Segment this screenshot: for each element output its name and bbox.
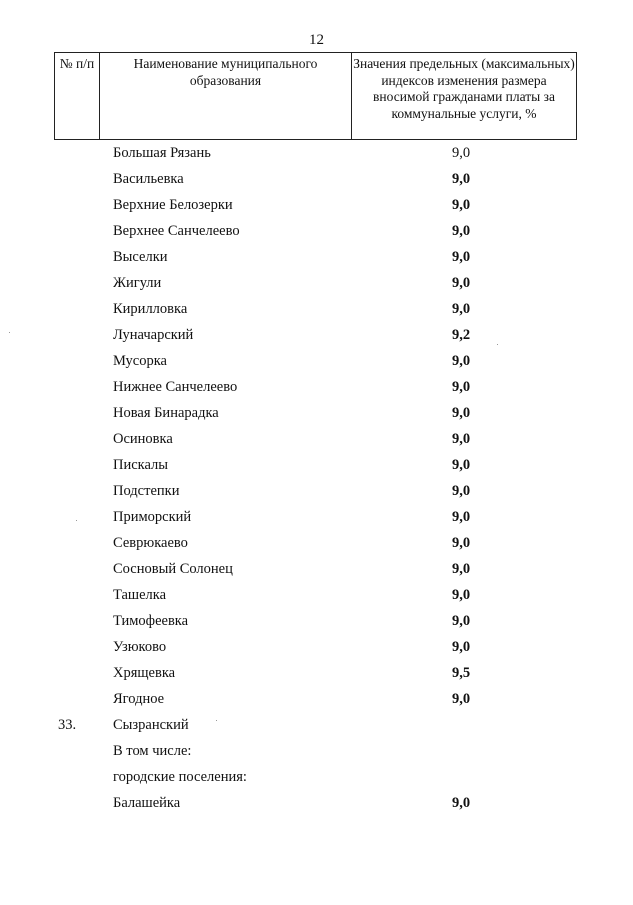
index-value: 9,0	[451, 223, 471, 239]
table-row	[0, 452, 633, 478]
municipality-name: Жигули	[113, 275, 162, 291]
municipality-name: В том числе:	[113, 743, 192, 759]
index-value: 9,0	[451, 535, 471, 551]
table-row	[0, 764, 633, 790]
index-value: 9,0	[451, 171, 471, 187]
municipality-name: городские поселения:	[113, 769, 247, 785]
index-value: 9,0	[451, 379, 471, 395]
table-row	[0, 218, 633, 244]
index-value: 9,0	[451, 405, 471, 421]
table-row	[0, 504, 633, 530]
table-row	[0, 426, 633, 452]
municipality-name: Хрящевка	[113, 665, 176, 681]
index-value: 9,5	[451, 665, 471, 681]
index-value: 9,0	[451, 691, 471, 707]
table-row	[0, 686, 633, 712]
municipality-name: Приморский	[113, 509, 192, 525]
table-row	[0, 790, 633, 816]
table-row	[0, 270, 633, 296]
municipality-name: Большая Рязань	[113, 145, 211, 161]
table-row	[0, 608, 633, 634]
municipality-name: Сызранский	[113, 717, 189, 733]
municipality-name: Кирилловка	[113, 301, 188, 317]
table-row	[0, 400, 633, 426]
municipality-name: Подстепки	[113, 483, 180, 499]
municipality-name: Новая Бинарадка	[113, 405, 219, 421]
municipality-name: Мусорка	[113, 353, 167, 369]
table-row	[0, 556, 633, 582]
municipality-name: Узюково	[113, 639, 167, 655]
table-row	[0, 530, 633, 556]
index-value: 9,0	[451, 613, 471, 629]
table-row	[0, 374, 633, 400]
index-value: 9,0	[451, 431, 471, 447]
index-value: 9,0	[451, 483, 471, 499]
municipality-name: Верхнее Санчелеево	[113, 223, 240, 239]
index-value: 9,0	[451, 587, 471, 603]
header-value: Значения предельных (максимальных) индексов изменения размера вносимой гражданами платы за коммунальные услуги, %	[353, 56, 575, 121]
index-value: 9,0	[451, 197, 471, 213]
index-value: 9,0	[451, 301, 471, 317]
municipality-name: Балашейка	[113, 795, 181, 811]
table-row	[0, 140, 633, 166]
municipality-name: Луначарский	[113, 327, 194, 343]
page-number: 12	[309, 32, 324, 48]
municipality-name: Тимофеевка	[113, 613, 189, 629]
header-name: Наименование муниципального образования	[100, 53, 352, 139]
table-row	[0, 192, 633, 218]
scan-speck	[497, 344, 498, 345]
table-row	[0, 738, 633, 764]
municipality-name: Осиновка	[113, 431, 173, 447]
scan-speck	[216, 720, 217, 721]
header-number: № п/п	[55, 53, 100, 139]
municipality-name: Нижнее Санчелеево	[113, 379, 238, 395]
municipality-name: Сосновый Солонец	[113, 561, 233, 577]
index-value: 9,0	[451, 249, 471, 265]
municipality-name: Севрюкаево	[113, 535, 188, 551]
index-value: 9,0	[451, 353, 471, 369]
table-row	[0, 244, 633, 270]
scan-speck	[9, 332, 10, 333]
index-value: 9,0	[451, 639, 471, 655]
index-value: 9,0	[451, 275, 471, 291]
table-row	[0, 582, 633, 608]
table-row	[0, 634, 633, 660]
table-row	[0, 712, 633, 738]
table-row	[0, 296, 633, 322]
table-row	[0, 166, 633, 192]
municipality-name: Васильевка	[113, 171, 184, 187]
index-value: 9,0	[451, 561, 471, 577]
table-row	[0, 348, 633, 374]
index-value: 9,0	[451, 509, 471, 525]
index-value: 9,0	[451, 145, 471, 161]
index-value: 9,0	[451, 795, 471, 811]
scan-speck	[76, 520, 77, 521]
index-value: 9,0	[451, 457, 471, 473]
table-row	[0, 478, 633, 504]
index-value: 9,2	[451, 327, 471, 343]
municipality-name: Выселки	[113, 249, 168, 265]
municipality-name: Ягодное	[113, 691, 165, 707]
municipality-name: Ташелка	[113, 587, 167, 603]
table-header	[54, 52, 577, 140]
table-row	[0, 322, 633, 348]
municipality-name: Пискалы	[113, 457, 169, 473]
table-row	[0, 660, 633, 686]
row-number: 33.	[58, 717, 77, 733]
municipality-name: Верхние Белозерки	[113, 197, 233, 213]
